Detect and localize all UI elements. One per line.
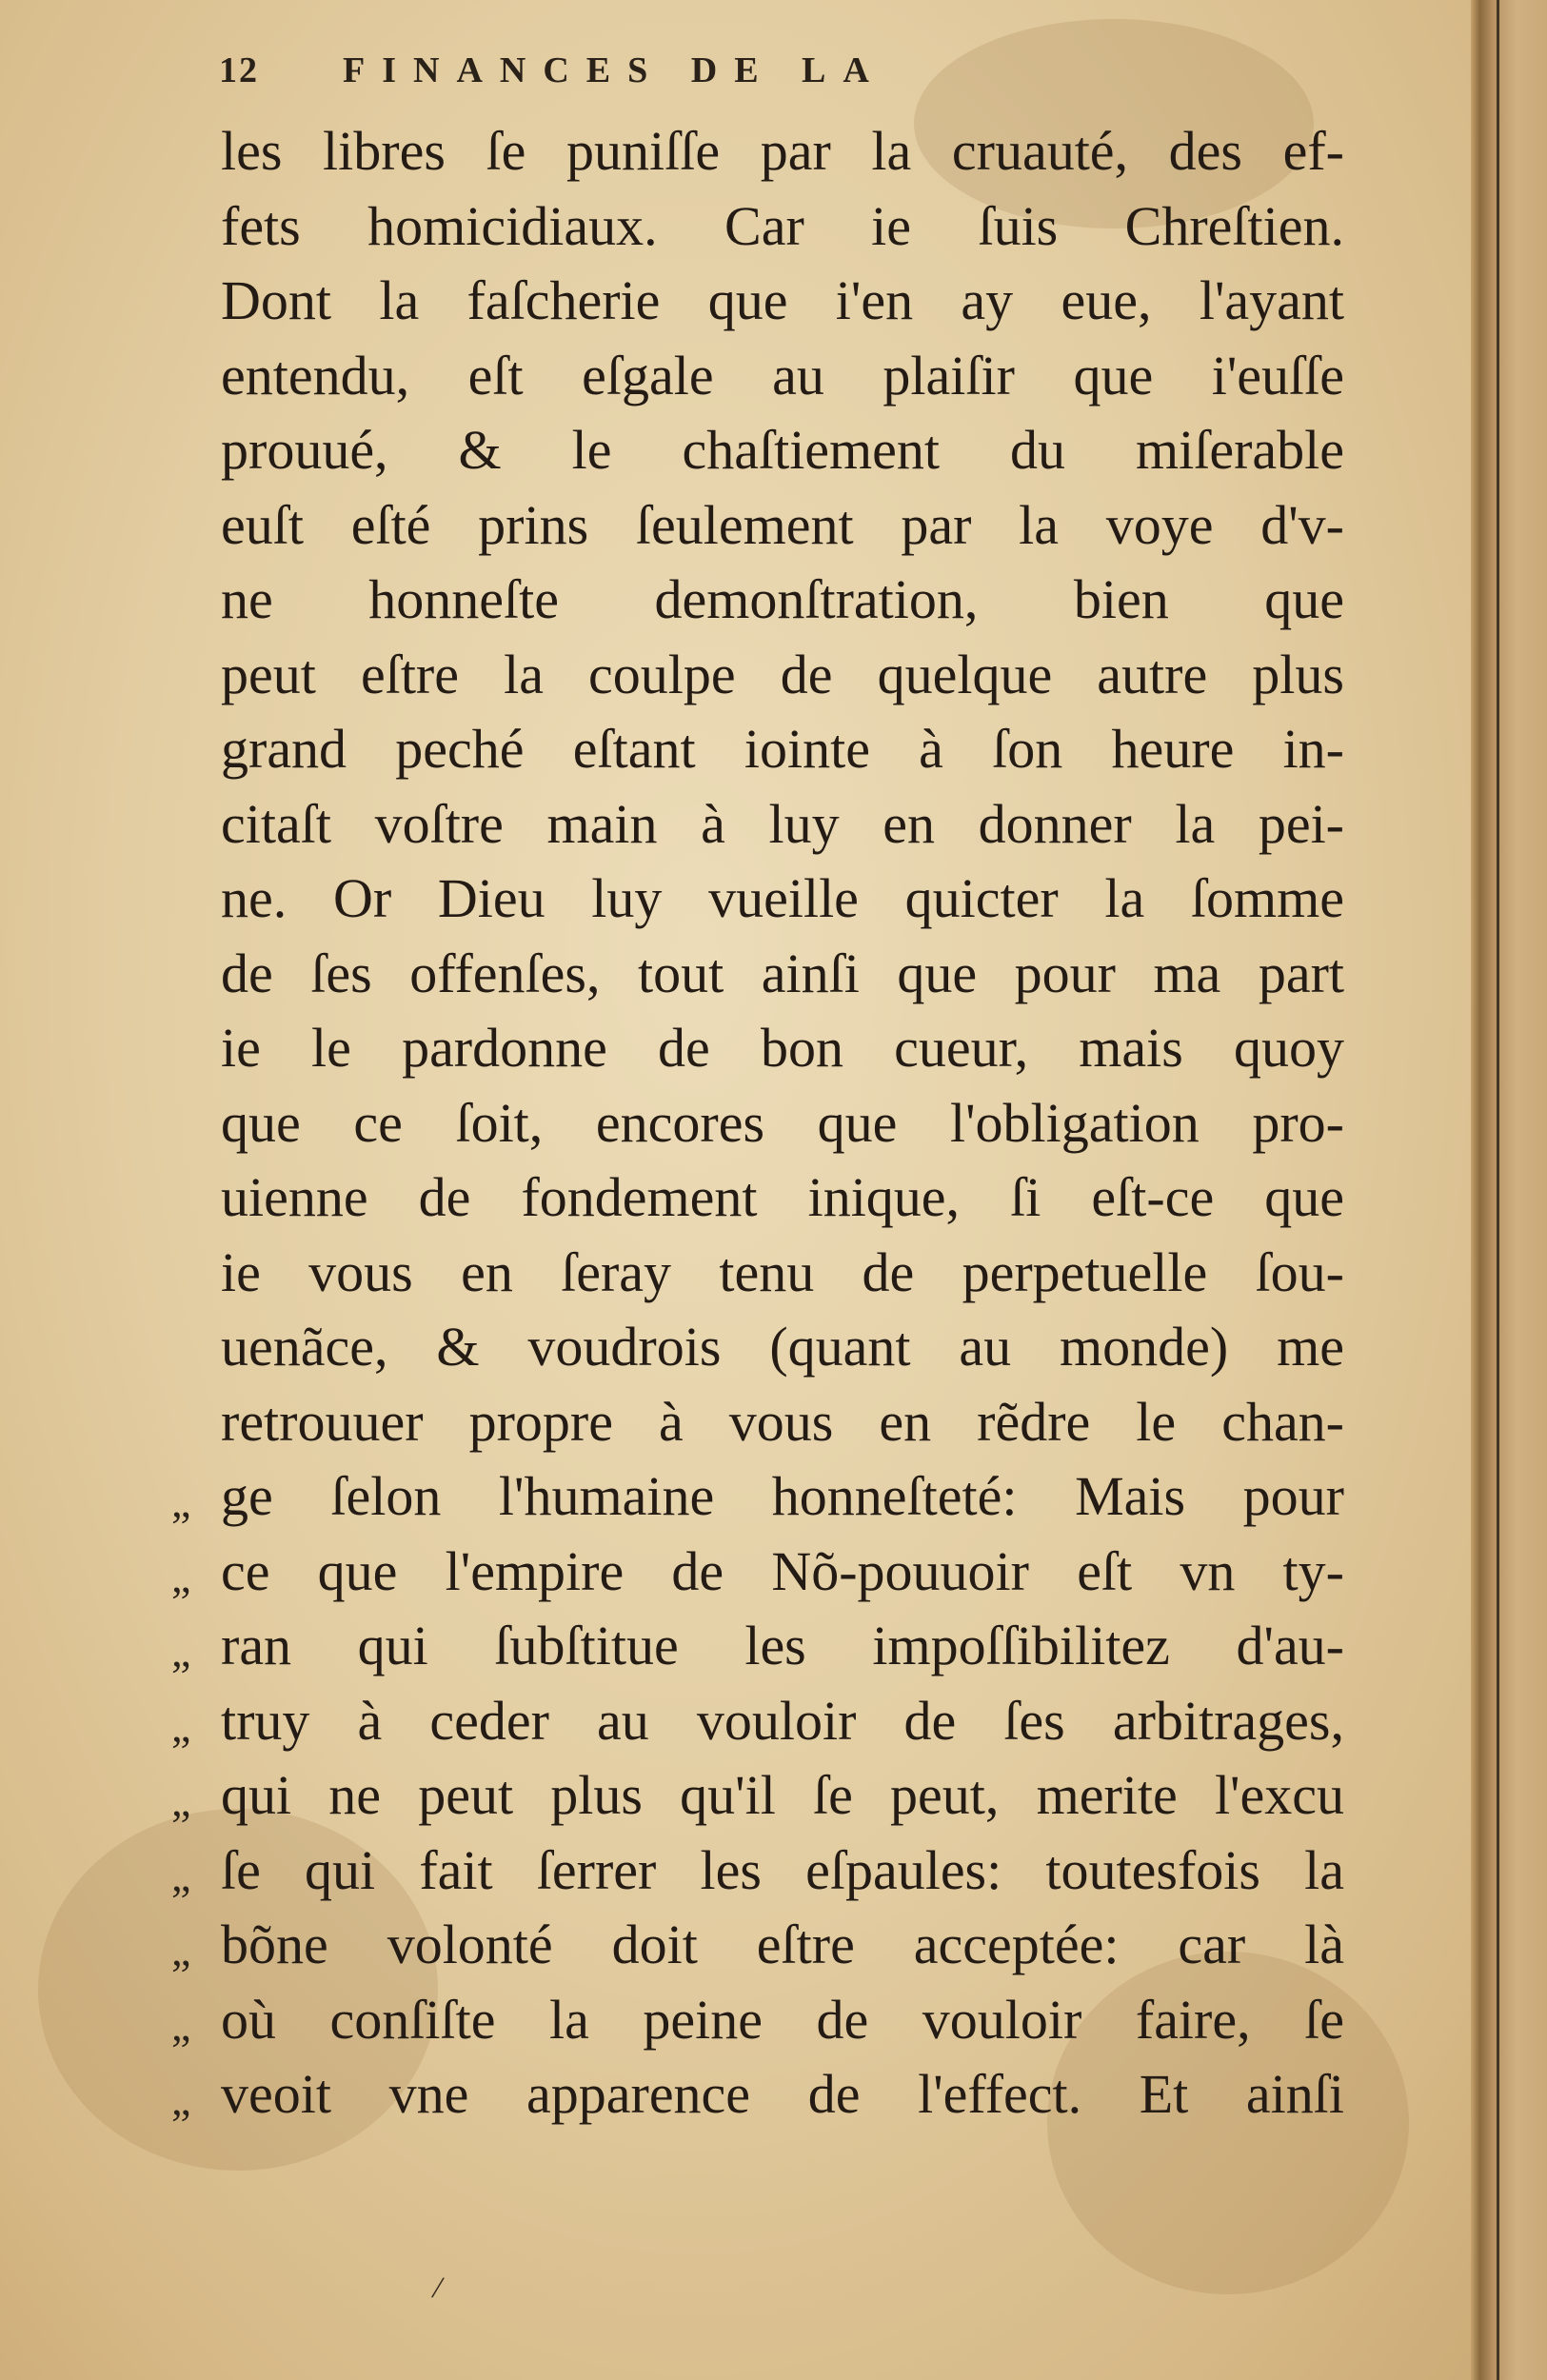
text-line <box>221 189 1344 265</box>
text-line <box>221 1236 1344 1311</box>
text-line <box>221 1011 1344 1086</box>
line-text: uenãce, & voudrois (quant au monde) me <box>221 1316 1344 1378</box>
text-line <box>171 1983 1344 2058</box>
line-text: Dont la faſcherie que i'en ay eue, l'ayant <box>221 269 1344 331</box>
quotation-marker: „ <box>171 1776 191 1825</box>
text-line <box>171 1459 1344 1535</box>
page-number: 12 <box>219 50 259 90</box>
gutter-edge-line <box>1497 0 1499 2380</box>
text-line <box>221 114 1344 189</box>
line-text: euſt eſté prins ſeulement par la voye d'v- <box>221 493 1344 556</box>
line-text: de ſes offenſes, tout ainſi que pour ma part <box>221 942 1344 1004</box>
text-line <box>171 1535 1344 1610</box>
text-line <box>221 638 1344 713</box>
quotation-marker: „ <box>171 1478 191 1526</box>
text-line <box>221 937 1344 1012</box>
line-text: ran qui ſubſtitue les impoſſibilitez d'au- <box>221 1615 1344 1676</box>
text-line <box>171 1684 1344 1759</box>
text-line <box>221 1160 1344 1236</box>
line-text: entendu, eſt eſgale au plaiſir que i'euſſe <box>221 344 1344 407</box>
text-line <box>221 712 1344 787</box>
line-text: ſe qui fait ſerrer les eſpaules: toutesfois la <box>221 1838 1344 1901</box>
page-gutter <box>1471 0 1547 2380</box>
text-line <box>221 1310 1344 1385</box>
line-text: uienne de fondement inique, ſi eſt-ce que <box>221 1166 1344 1228</box>
line-text: bõne volonté doit eſtre acceptée: car là <box>221 1914 1344 1975</box>
text-line <box>221 862 1344 937</box>
text-line <box>171 2057 1344 2132</box>
quotation-marker: „ <box>171 1627 191 1676</box>
line-text: peut eſtre la coulpe de quelque autre plus <box>221 643 1344 705</box>
line-text: ge ſelon l'humaine honneſteté: Mais pour <box>221 1465 1344 1527</box>
line-text: qui ne peut plus qu'il ſe peut, merite l'excu <box>221 1764 1344 1826</box>
line-text: citaſt voſtre main à luy en donner la pei- <box>221 792 1344 855</box>
running-title: FINANCES DE LA <box>343 50 886 90</box>
line-text: ne. Or Dieu luy vueille quicter la ſomme <box>221 867 1344 929</box>
running-header <box>219 50 1076 116</box>
body-text <box>171 114 1344 2132</box>
line-text: grand peché eſtant iointe à ſon heure in- <box>221 718 1344 780</box>
text-line <box>221 413 1344 488</box>
line-text: truy à ceder au vouloir de ſes arbitrages, <box>221 1689 1344 1752</box>
line-text: que ce ſoit, encores que l'obligation pro- <box>221 1091 1344 1154</box>
text-line <box>171 1758 1344 1834</box>
line-text: les libres ſe puniſſe par la cruauté, des ef- <box>221 120 1344 182</box>
quotation-marker: „ <box>171 1926 191 1974</box>
text-line <box>171 1908 1344 1983</box>
text-line <box>221 264 1344 339</box>
text-line <box>221 1086 1344 1161</box>
line-text: prouué, & le chaſtiement du miſerable <box>221 419 1344 481</box>
quotation-marker: „ <box>171 2075 191 2124</box>
text-line <box>171 1834 1344 1909</box>
quotation-marker: „ <box>171 2000 191 2050</box>
margin-pen-mark: / <box>429 2270 446 2307</box>
quotation-marker: „ <box>171 1552 191 1601</box>
quotation-marker: „ <box>171 1701 191 1751</box>
line-text: ie vous en ſeray tenu de perpetuelle ſou- <box>221 1240 1344 1303</box>
text-line <box>221 787 1344 863</box>
quotation-marker: „ <box>171 1851 191 1900</box>
line-text: ce que l'empire de Nõ-pouuoir eſt vn ty- <box>221 1539 1344 1602</box>
text-line <box>221 563 1344 638</box>
line-text: ne honneſte demonſtration, bien que <box>221 568 1344 630</box>
line-text: fets homicidiaux. Car ie ſuis Chreſtien. <box>221 194 1344 257</box>
text-line <box>171 1609 1344 1684</box>
text-line <box>221 339 1344 414</box>
text-line <box>221 1385 1344 1460</box>
text-line <box>221 488 1344 564</box>
line-text: ie le pardonne de bon cueur, mais quoy <box>221 1017 1344 1079</box>
line-text: retrouuer propre à vous en rẽdre le chan- <box>221 1390 1344 1453</box>
line-text: où conſiſte la peine de vouloir faire, ſe <box>221 1988 1344 2051</box>
line-text: veoit vne apparence de l'effect. Et ainſi <box>221 2063 1344 2125</box>
